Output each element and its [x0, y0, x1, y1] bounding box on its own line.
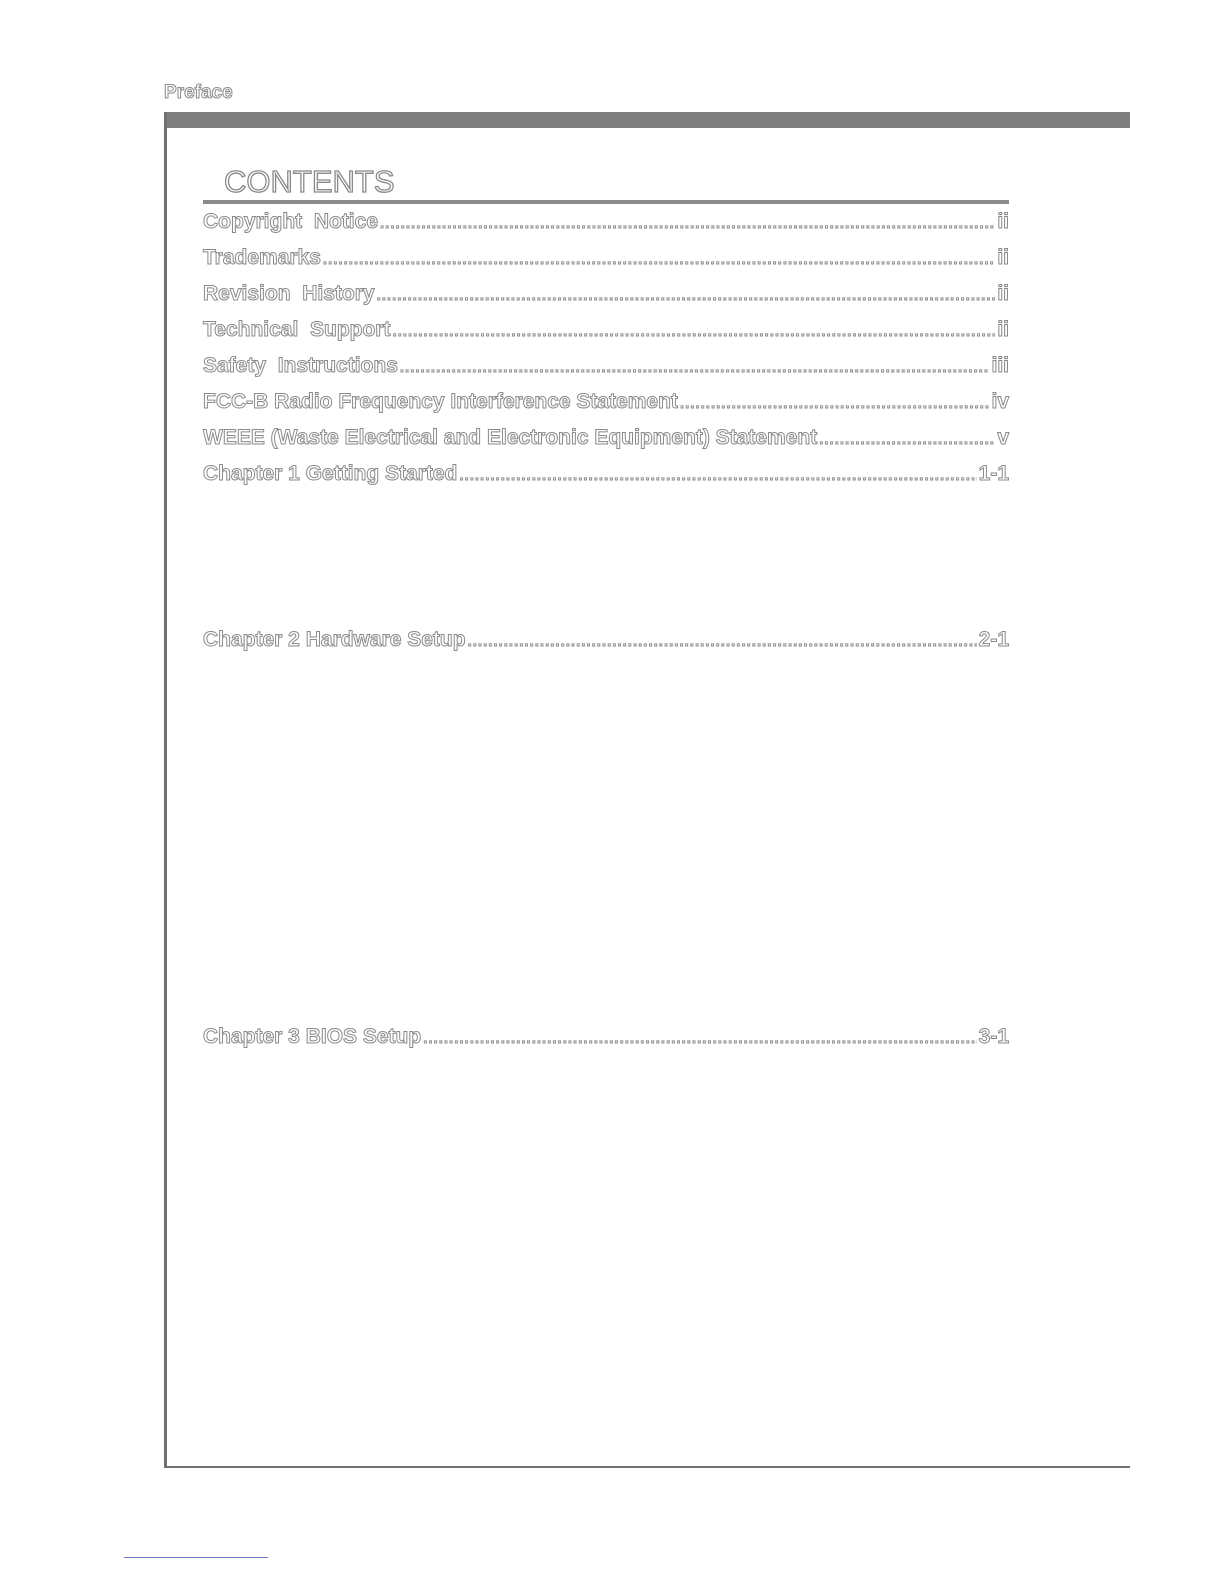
toc-dot-leader — [680, 389, 990, 419]
toc-dot-leader — [392, 317, 995, 347]
toc-entry-trademarks[interactable] — [203, 243, 1009, 273]
toc-entry-revision-history[interactable] — [203, 279, 1009, 309]
toc-entry-label: Chapter 3 BIOS Setup — [203, 1025, 422, 1048]
toc-dot-leader — [819, 425, 995, 455]
toc-dot-leader — [323, 245, 995, 275]
contents-title: CONTENTS — [224, 164, 395, 199]
toc-entry-page: iii — [991, 354, 1009, 377]
toc-entry-copyright-notice[interactable] — [203, 207, 1009, 237]
toc-entry-weee-statement[interactable] — [203, 423, 1009, 453]
toc-entry-page: ii — [997, 210, 1009, 233]
toc-dot-leader — [377, 281, 996, 311]
toc-entry-page: ii — [997, 246, 1009, 269]
toc-entry-page: 3-1 — [978, 1025, 1009, 1048]
toc-entry-chapter-2[interactable] — [203, 625, 1009, 655]
toc-entry-page: 2-1 — [978, 628, 1009, 651]
toc-entry-label: Trademarks — [203, 246, 321, 269]
toc-entry-page: v — [997, 426, 1009, 449]
toc-entry-label: Revision History — [203, 282, 375, 305]
left-frame-rule — [164, 112, 167, 1468]
toc-entry-label: FCC-B Radio Frequency Interference Statement — [203, 390, 678, 413]
toc-entry-page: iv — [991, 390, 1009, 413]
toc-entry-fcc-statement[interactable] — [203, 387, 1009, 417]
toc-dot-leader — [400, 353, 990, 383]
toc-entry-label: WEEE (Waste Electrical and Electronic Equipment) Statement — [203, 426, 818, 449]
toc-entry-page: 1-1 — [978, 462, 1009, 485]
toc-entry-label: Chapter 1 Getting Started — [203, 462, 458, 485]
table-of-contents — [203, 0, 1009, 1584]
footer-link-underline — [124, 1557, 268, 1558]
toc-entry-technical-support[interactable] — [203, 315, 1009, 345]
toc-entry-page: ii — [997, 282, 1009, 305]
toc-entry-safety-instructions[interactable] — [203, 351, 1009, 381]
toc-entry-label: Safety Instructions — [203, 354, 398, 377]
toc-dot-leader — [423, 1024, 976, 1054]
toc-entry-chapter-3[interactable] — [203, 1022, 1009, 1052]
toc-entry-chapter-1[interactable] — [203, 459, 1009, 489]
running-header: Preface — [164, 82, 233, 103]
toc-dot-leader — [380, 209, 995, 239]
toc-entry-page: ii — [997, 318, 1009, 341]
toc-entry-label: Copyright Notice — [203, 210, 379, 233]
toc-entry-label: Technical Support — [203, 318, 391, 341]
toc-entry-label: Chapter 2 Hardware Setup — [203, 628, 466, 651]
toc-dot-leader — [468, 627, 977, 657]
toc-dot-leader — [459, 461, 976, 491]
